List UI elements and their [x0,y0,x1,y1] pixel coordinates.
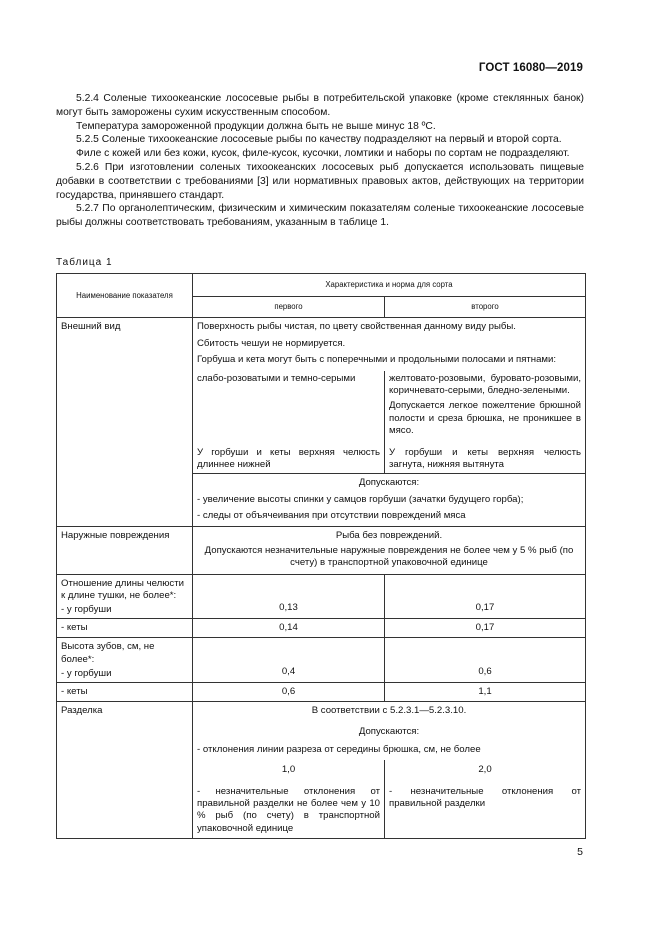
row-label: Внешний вид [57,318,193,526]
table-row [57,317,585,526]
cell-allowed-title: Допускаются: [193,473,585,491]
cell-text: В соответствии с 5.2.3.1—5.2.3.10. [311,705,467,717]
paragraph: 5.2.4 Соленые тихоокеанские лососевые рыбы в потребительской упаковке (кроме стеклянных банок) могут быть заморожены сухим искусственным способом. [56,93,584,118]
row-label: Разделка [57,702,193,838]
row-label: Высота зубов, см, не более*: [61,641,155,665]
paragraph: 5.2.6 При изготовлении соленых тихоокеанских лососевых рыб допускается использовать пищевые добавки в соответствии с требованиями [3] или нормативных правовых актов, действующих на территории государства, принявшего стандарт. [56,161,584,201]
cell-text: - отклонения линии разреза от середины брюшка, см, не более [193,742,585,760]
cell-text: Горбуша и кета могут быть с поперечными и продольными полосами и пятнами: [197,353,557,365]
cell-text: Сбитость чешуи не нормируется. [197,337,346,349]
table-caption: Таблица 1 [56,257,113,268]
cell-grade2-color: желтовато-розовыми, буровато-розовыми, коричневато-серыми, бледно-зелеными. [389,373,581,397]
page-number: 5 [577,846,583,858]
header-grade-first: первого [193,297,385,317]
cell-value: 0,6 [193,683,385,701]
cell-value: 2,0 [478,763,492,775]
cell-value: 0,4 [193,638,385,682]
header-grade-second: второго [471,302,499,312]
cell-value: 0,6 [478,665,492,677]
cell-text: Допускаются незначительные наружные повреждения не более чем у 5 % рыб (по счету) в транспортной упаковочной единице [204,545,574,569]
cell-value: 1,1 [478,686,492,698]
cell-value: 0,13 [193,575,385,619]
table-row [57,526,585,574]
row-sublabel: - у горбуши [61,604,188,616]
cell-grade2-note: Допускается легкое пожелтение брюшной полости и среза брюшка, не проникшее в мясо. [389,400,581,436]
cell-text: Рыба без повреждений. [335,530,443,542]
cell-grade1-note: - незначительные отклонения от правильной разделки не более чем у 10 % рыб (по счету) в транспортной упаковочной единице [193,784,385,838]
cell-grade1-jaw: У горбуши и кеты верхняя челюсть длиннее нижней [193,445,385,473]
header-indicator-name: Наименование показателя [57,274,193,317]
cell-value: 0,17 [475,622,495,634]
table-row [57,637,585,682]
paragraph: 5.2.7 По органолептическим, физическим и химическим показателям соленые тихоокеанские лососевые рыбы должны соответствовать требованиям, указанным в таблице 1. [56,203,584,229]
table-row [57,682,585,701]
paragraph: Температура замороженной продукции должна быть не выше минус 18 ºС. [76,120,436,132]
cell-grade2-jaw: У горбуши и кеты верхняя челюсть загнута, нижняя вытянута [389,447,581,471]
table-header [57,274,585,317]
row-label: Наружные повреждения [57,527,193,574]
cell-text: Поверхность рыбы чистая, по цвету свойственная данному виду рыбы. [197,321,516,333]
header-grade-group: Характеристика и норма для сорта [325,280,453,289]
paragraph: 5.2.5 Соленые тихоокеанские лососевые рыбы по качеству подразделяют на первый и второй сорта. [76,134,562,146]
table-row [57,701,585,838]
row-sublabel: - у горбуши [61,668,188,680]
paragraph: Филе с кожей или без кожи, кусок, филе-кусок, кусочки, ломтики и наборы по сортам не подразделяют. [76,148,570,160]
row-label: Отношение длины челюсти к длине тушки, не более*: [61,577,184,601]
table-row [57,574,585,619]
cell-value: 1,0 [193,760,385,784]
body-text [56,92,584,230]
cell-allowed-item: - увеличение высоты спинки у самцов горбуши (зачатки будущего горба); [193,492,585,508]
quality-table [56,273,586,839]
row-sublabel: - кеты [57,683,193,701]
row-sublabel: - кеты [57,619,193,637]
cell-allowed-item: - следы от объячеивания при отсутствии повреждений мяса [193,508,585,526]
cell-grade1-color: слабо-розоватыми и темно-серыми [193,371,385,445]
cell-value: 0,14 [193,619,385,637]
standard-number: ГОСТ 16080—2019 [478,62,583,74]
table-row [57,618,585,637]
cell-value: 0,17 [475,602,495,614]
cell-allowed-title: Допускаются: [358,726,420,738]
cell-grade2-note: - незначительные отклонения от правильной разделки [385,784,585,838]
